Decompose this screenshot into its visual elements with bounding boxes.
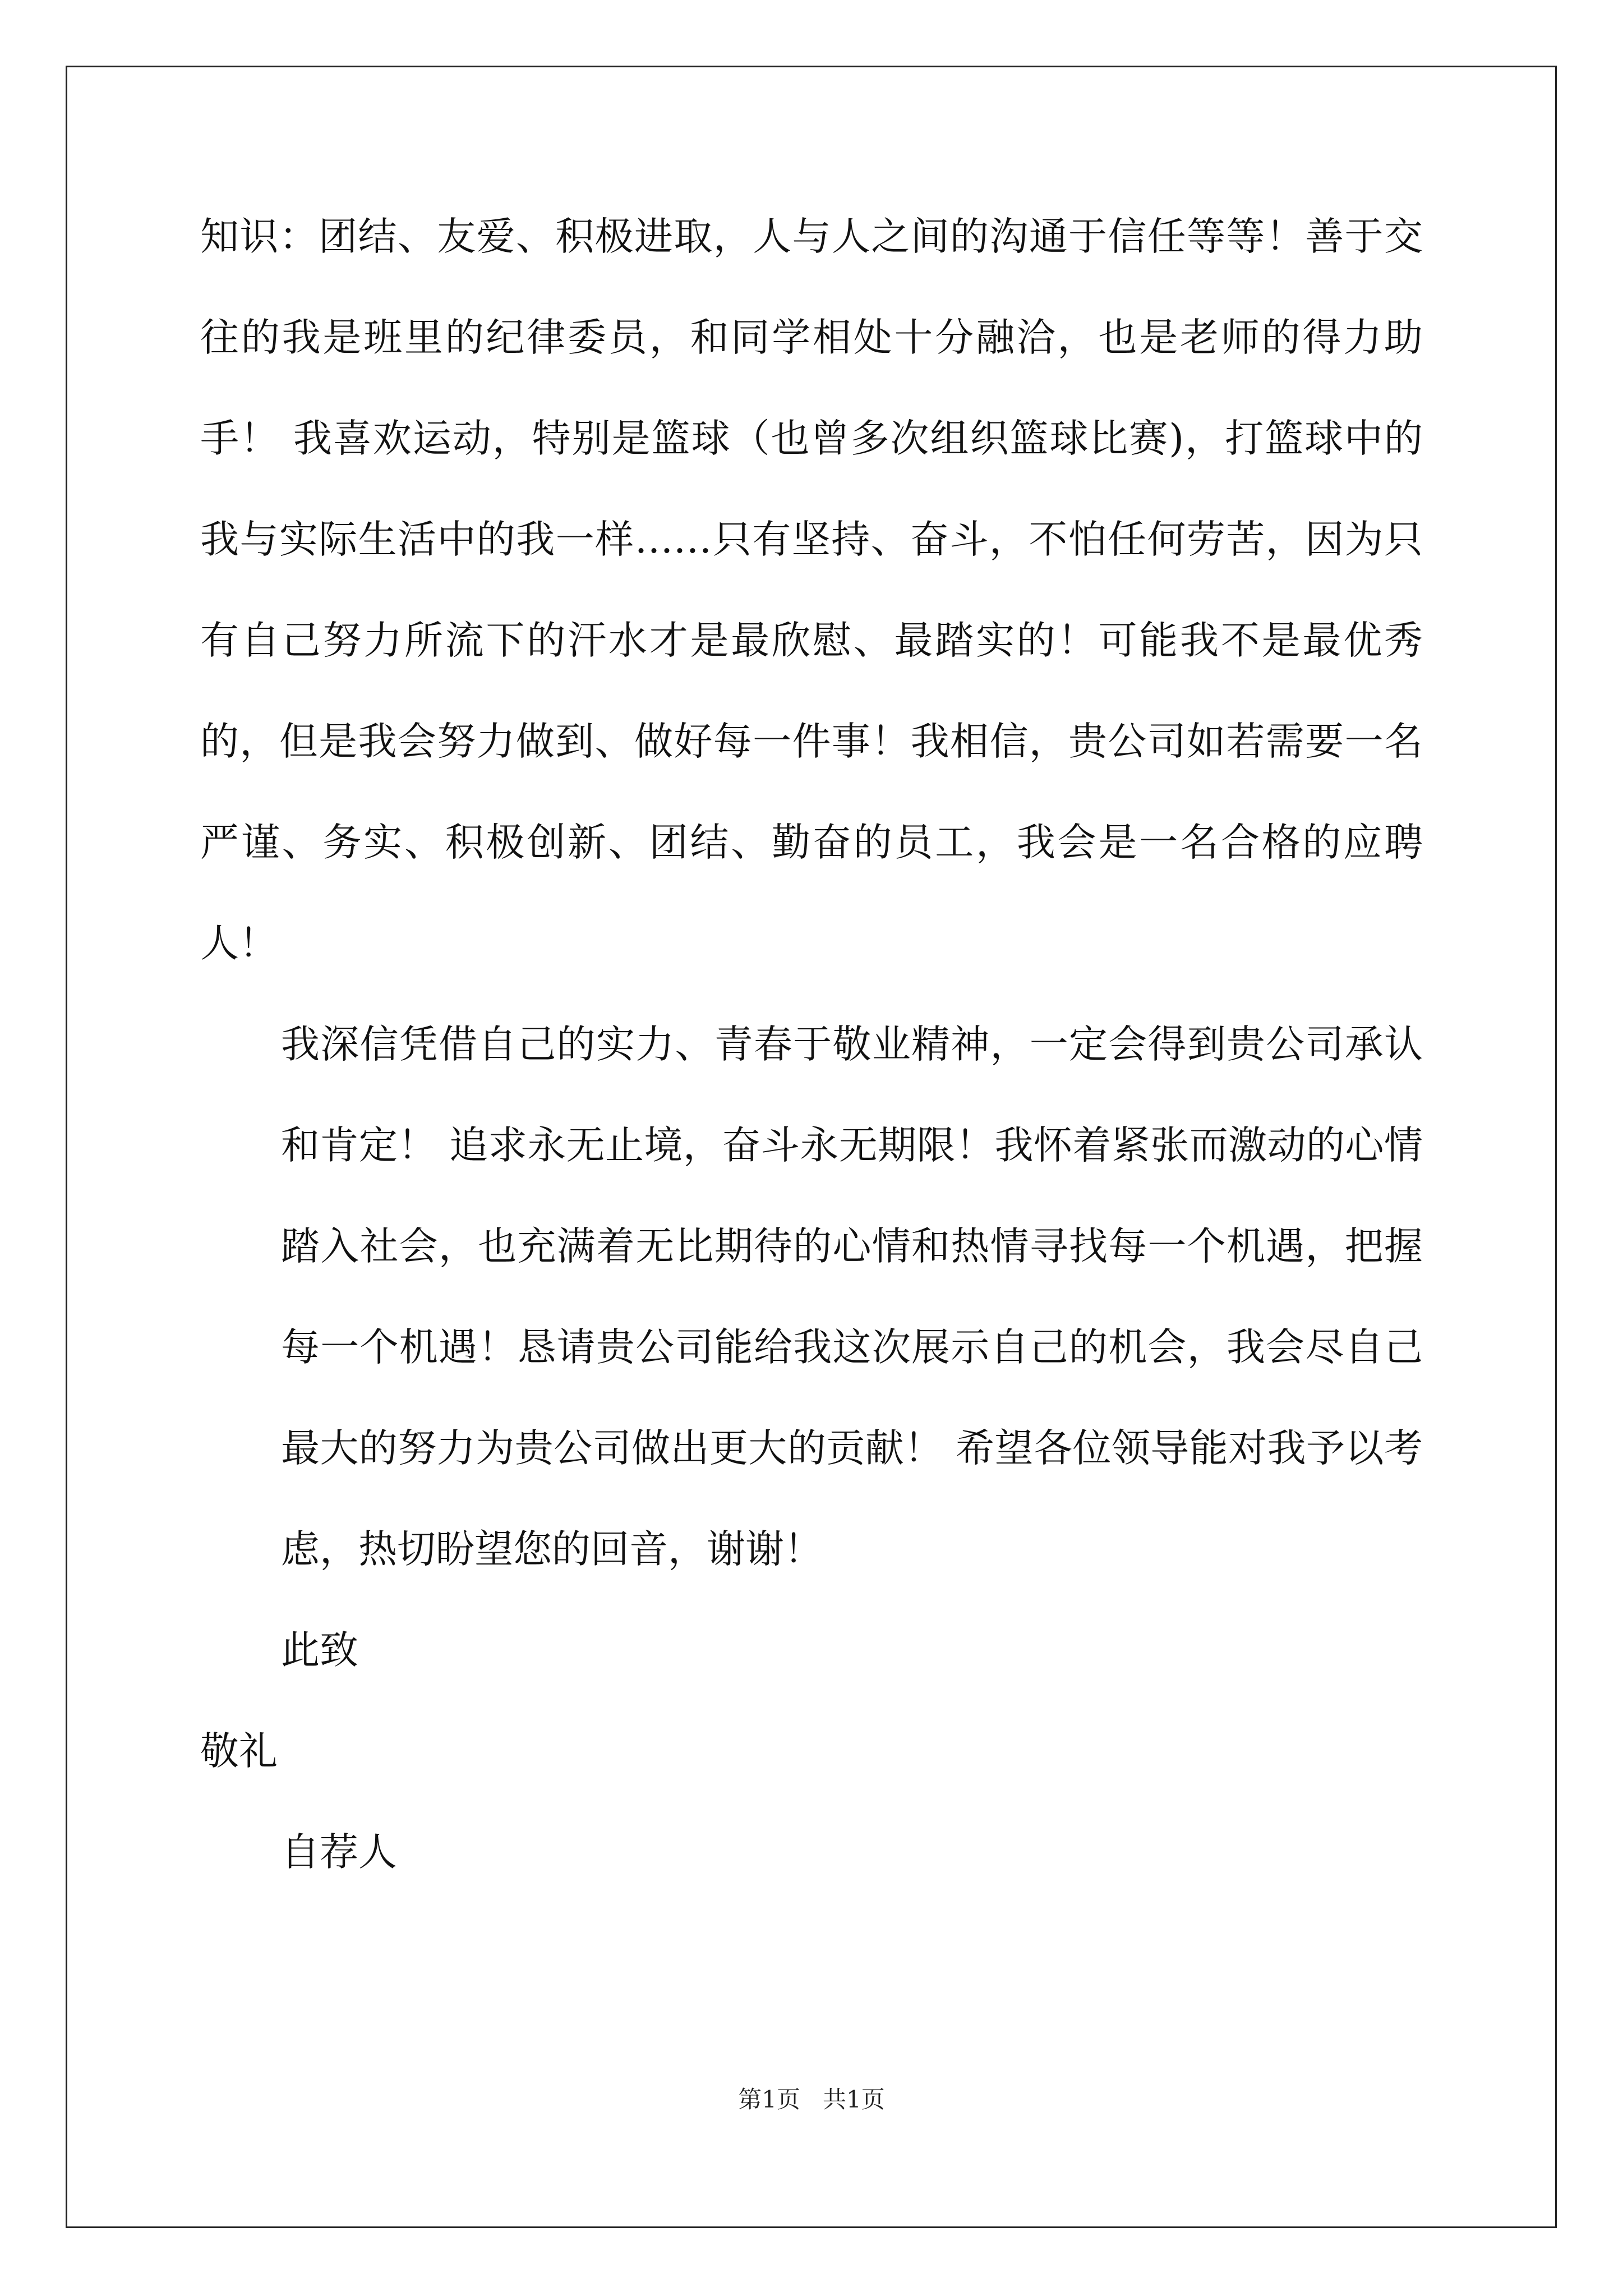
page-footer: 第1页 共1页 (738, 2086, 885, 2113)
salutation: 敬礼 (200, 1729, 278, 1774)
letter-body (200, 186, 1423, 1903)
paragraph-closing-statement: 我深信凭借自己的实力、青春于敬业精神，一定会得到贵公司承认和肯定！ 追求永无止境，奋斗永无期限！我怀着紧张而激动的心情踏入社会，也充满着无比期待的心情和热情寻找每一个机遇，把握每一个机遇！恳请贵公司能给我这次展示自己的机会，我会尽自己最大的努力为贵公司做出更大的贡献！ 希望各位领导能对我予以考虑，热切盼望您的回音，谢谢！ (281, 1022, 1423, 1572)
paragraph-self-description: 知识：团结、友爱、积极进取，人与人之间的沟通于信任等等！善于交往的我是班里的纪律委员，和同学相处十分融洽，也是老师的得力助手！ 我喜欢运动，特别是篮球（也曾多次组织篮球比赛)，打篮球中的我与实际生活中的我一样……只有坚持、奋斗，不怕任何劳苦，因为只有自己努力所流下的汗水才是最欣慰、最踏实的！可能我不是最优秀的，但是我会努力做到、做好每一件事！我相信，贵公司如若需要一名严谨、务实、积极创新、团结、勤奋的员工，我会是一名合格的应聘人！ (200, 214, 1423, 966)
signature: 自荐人 (281, 1830, 397, 1875)
closing-phrase: 此致 (281, 1628, 358, 1673)
